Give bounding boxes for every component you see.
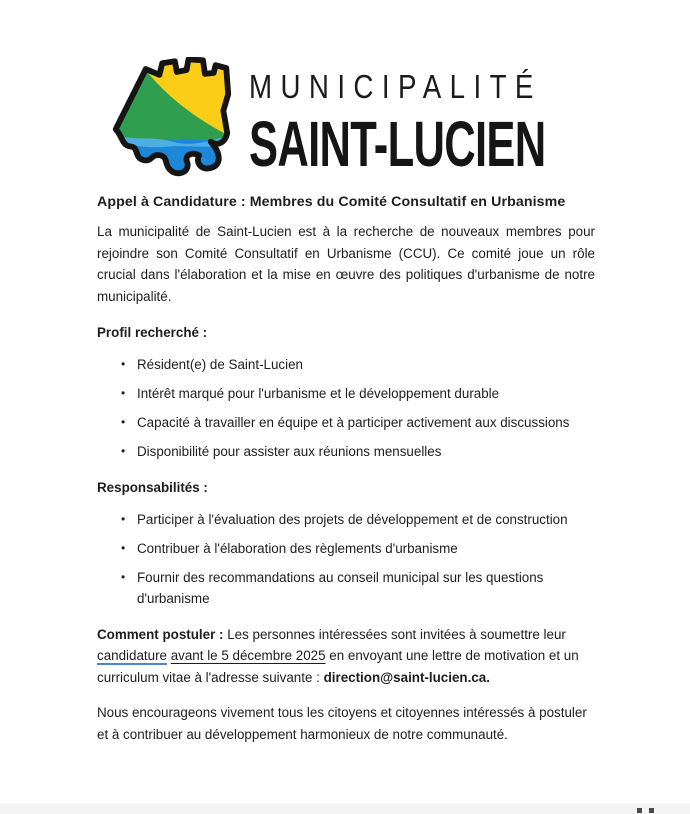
municipality-logo (107, 57, 595, 178)
wordmark-saint-lucien: SAINT-LUCIEN (249, 108, 546, 180)
profile-list (97, 354, 595, 463)
list-item: • Disponibilité pour assister aux réunions mensuelles (97, 441, 595, 463)
wordmark-municipalite: MUNICIPALITÉ (249, 68, 542, 105)
contact-email: direction@saint-lucien.ca (323, 669, 487, 685)
list-item: • Participer à l'évaluation des projets de développement et de construction (97, 509, 595, 531)
how-to-apply-paragraph (97, 624, 595, 689)
section-heading-responsabilites: Responsabilités : (97, 480, 208, 495)
how-to-apply-text: Les personnes intéressées sont invitées à soumettre leur (223, 626, 566, 642)
list-item: • Capacité à travailler en équipe et à participer activement aux discussions (97, 412, 595, 434)
list-item: • Fournir des recommandations au conseil municipal sur les questions d'urbanisme (97, 567, 595, 610)
responsibilities-list (97, 509, 595, 610)
list-item: • Intérêt marqué pour l'urbanisme et le développement durable (97, 383, 595, 405)
candidature-link[interactable]: candidature (97, 648, 167, 663)
how-to-apply-lead: Comment postuler : (97, 626, 224, 642)
document-content (0, 57, 690, 745)
strip-mark (637, 808, 642, 813)
list-item: • Contribuer à l'élaboration des règlements d'urbanisme (97, 538, 595, 560)
section-heading-profil: Profil recherché : (97, 325, 208, 340)
how-to-apply-text: en envoyant une lettre de motivation et un curriculum vitae à l'adresse suivante : (97, 648, 579, 685)
strip-mark (649, 808, 654, 813)
deadline-text: avant le 5 décembre 2025 (170, 648, 326, 663)
page-title: Appel à Candidature : Membres du Comité Consultatif en Urbanisme (97, 194, 566, 210)
municipality-wordmark (249, 57, 685, 180)
closing-paragraph: Nous encourageons vivement tous les citoyens et citoyennes intéressés à postuler et à contribuer au développement harmonieux de notre communauté. (97, 705, 587, 742)
bottom-edge-strip (0, 803, 690, 814)
intro-paragraph: La municipalité de Saint-Lucien est à la recherche de nouveaux membres pour rejoindre son Comité Consultatif en Urbanisme (CCU). Ce comité joue un rôle crucial dans l'élaboration et la mise en œuvre des politiques d'urbanisme de notre municipalité. (97, 224, 595, 304)
document-page (0, 57, 690, 814)
email-period: . (486, 669, 490, 685)
municipality-emblem-icon (107, 57, 235, 178)
list-item: • Résident(e) de Saint-Lucien (97, 354, 595, 376)
